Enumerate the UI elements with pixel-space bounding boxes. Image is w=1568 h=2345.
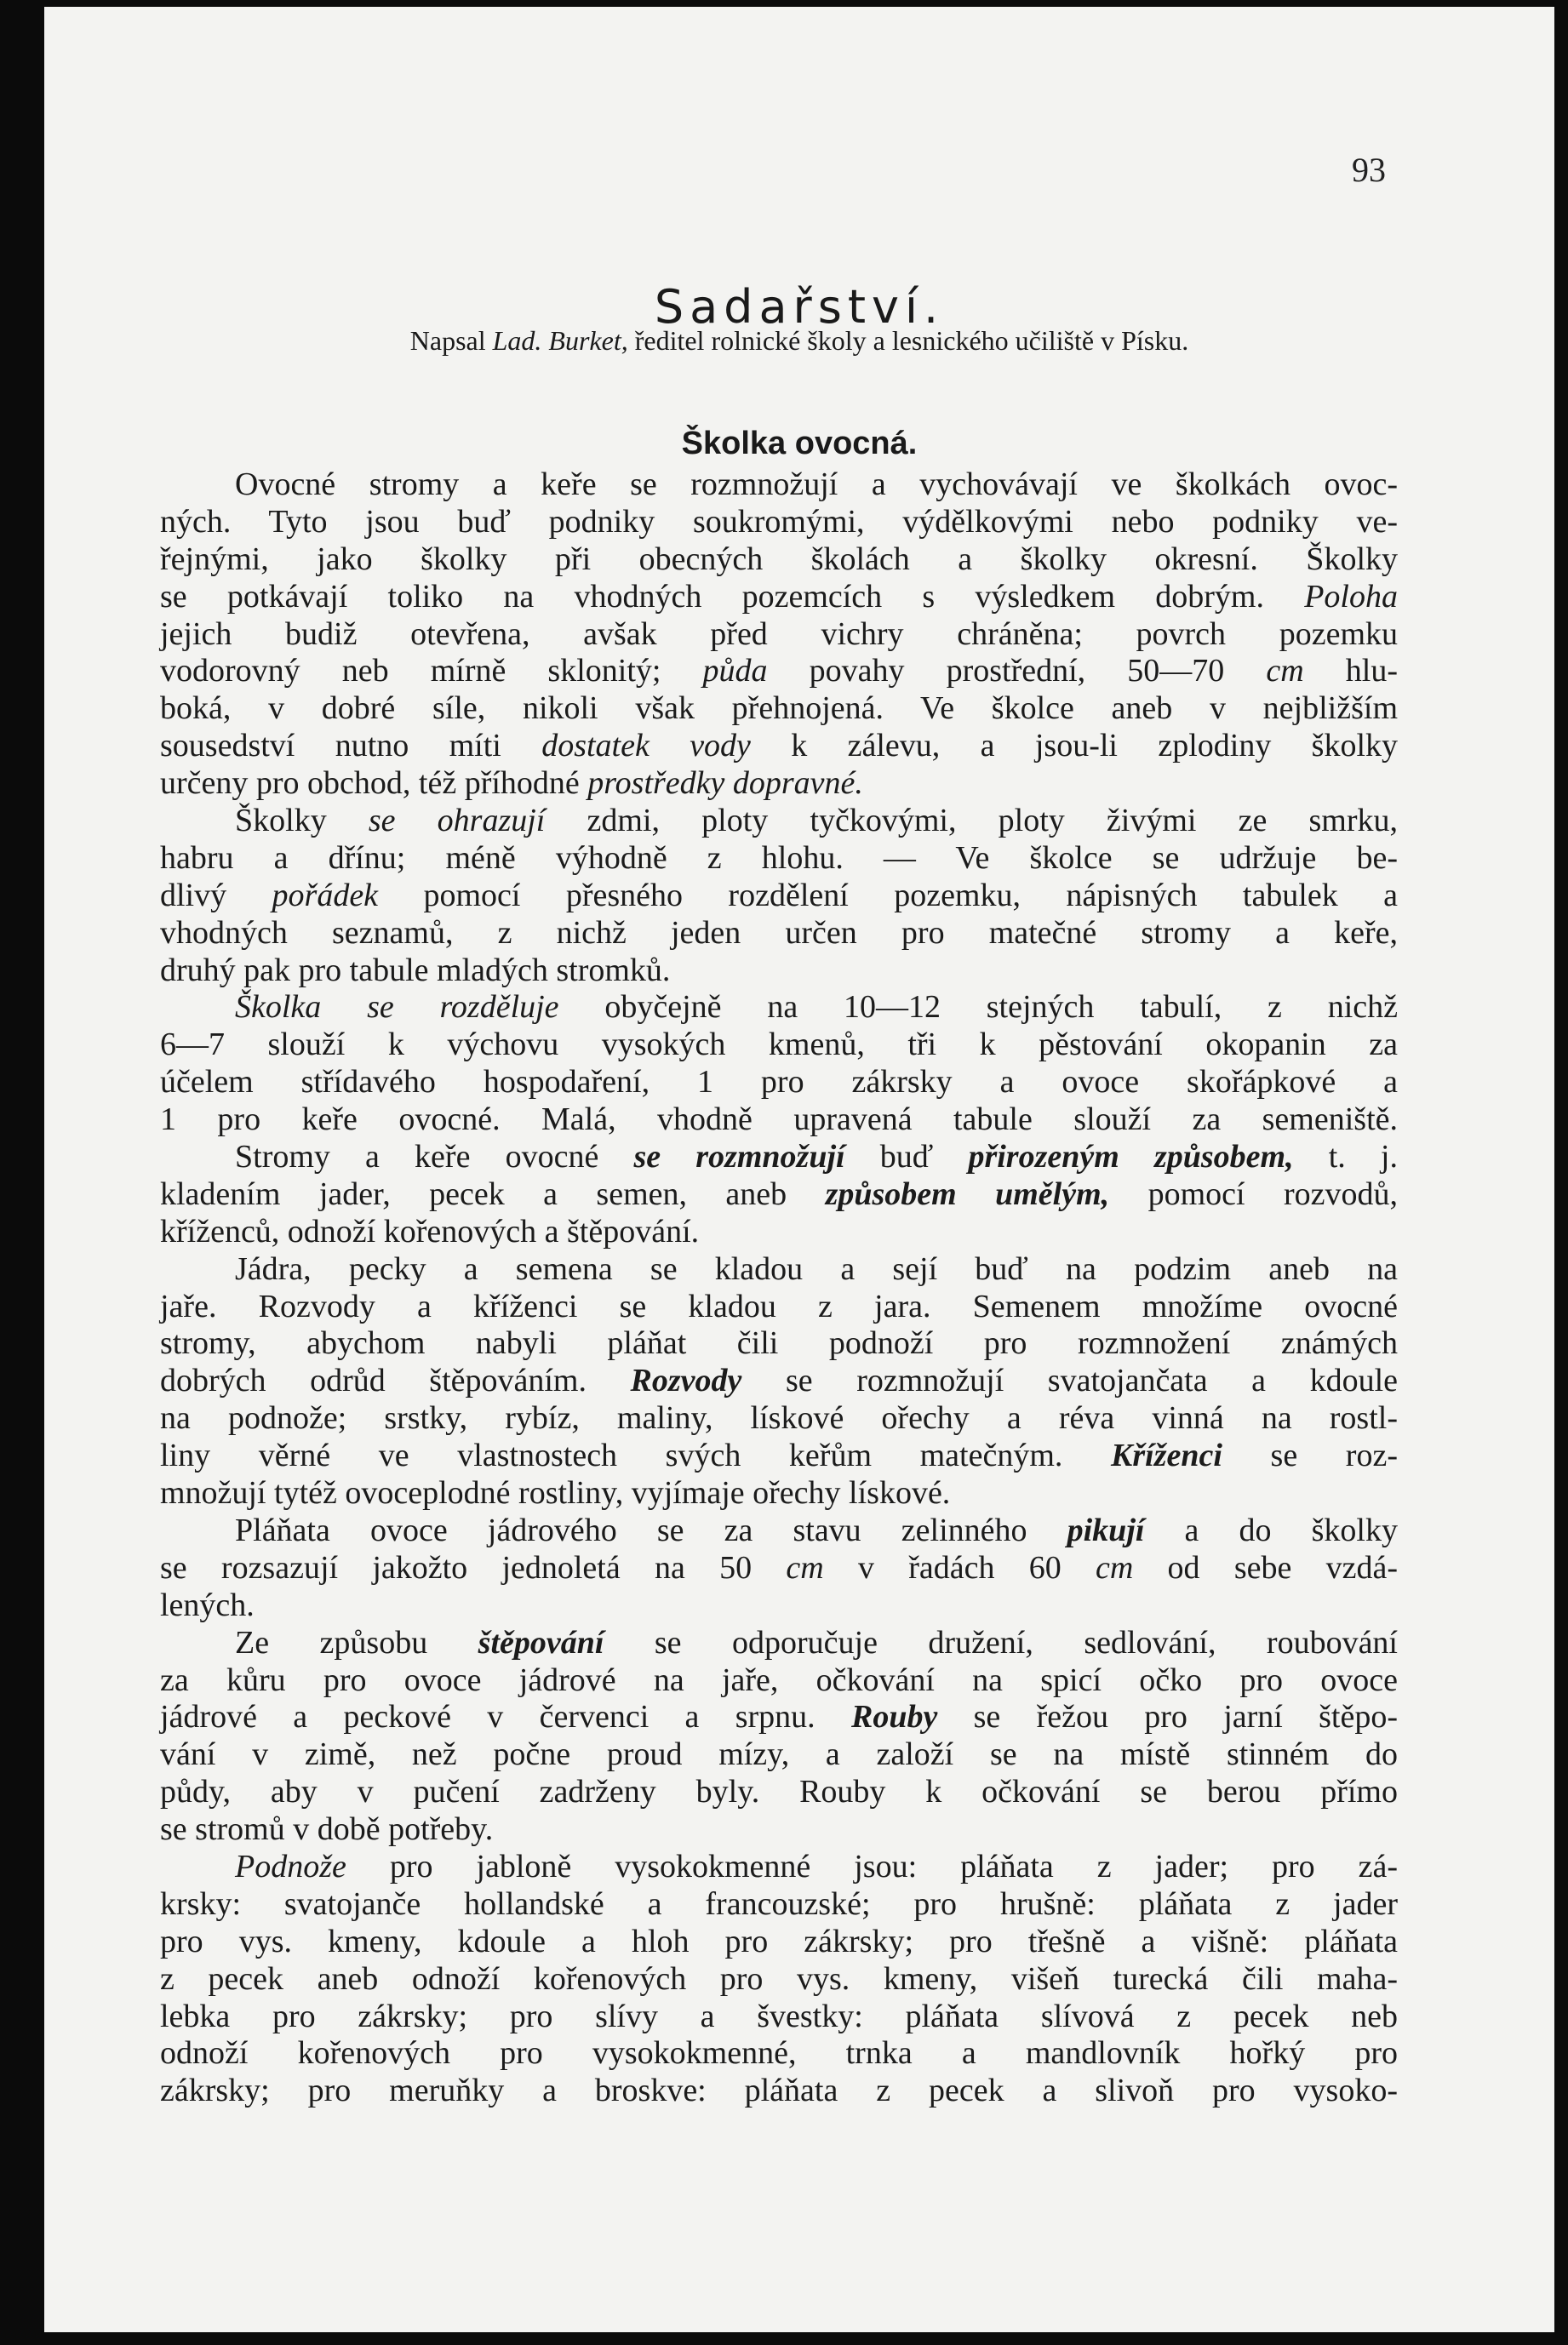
text-span: dlivý: [160, 877, 272, 913]
text-line: [160, 504, 1398, 541]
emphasis-span: cm: [786, 1549, 824, 1586]
emphasis-span: pikují: [1067, 1512, 1145, 1548]
book-page: [44, 7, 1554, 2332]
text-span: ných. Tyto jsou buď podniky soukromými, výdělkovými nebo podniky ve-: [160, 503, 1398, 540]
byline-suffix: ředitel rolnické školy a lesnického učiliště v Písku.: [627, 325, 1189, 356]
text-line: [160, 728, 1398, 765]
emphasis-span: způsobem umělým,: [825, 1175, 1110, 1212]
emphasis-span: Poloha: [1304, 578, 1398, 615]
text-line: [160, 653, 1398, 690]
text-span: druhý pak pro tabule mladých stromků.: [160, 952, 671, 988]
section-heading: Školka ovocná.: [681, 425, 918, 461]
chapter-title: Sadařství.: [654, 280, 945, 335]
text-span: na podnože; srstky, rybíz, maliny, lískové ořechy a réva vinná na rostl-: [160, 1400, 1398, 1437]
text-span: a do školky: [1144, 1512, 1398, 1548]
text-span: 1 pro keře ovocné. Malá, vhodně upravená tabule slouží za semeniště.: [160, 1101, 1398, 1138]
text-line: [160, 1999, 1398, 2036]
text-line: [160, 952, 1398, 990]
text-span: určeny pro obchod, též příhodné: [160, 765, 588, 802]
text-line: [160, 989, 1398, 1027]
text-line: [160, 1811, 1398, 1849]
text-span: vání v zimě, než počne proud mízy, a založí se na místě stinném do: [160, 1736, 1398, 1773]
text-span: vhodných seznamů, z nichž jeden určen pro matečné stromy a keře,: [160, 914, 1398, 951]
emphasis-span: se rozmnožují: [633, 1139, 845, 1175]
text-span: množují tytéž ovoceplodné rostliny, vyjímaje ořechy lískové.: [160, 1475, 951, 1512]
text-span: řejnými, jako školky při obecných školách a školky okresní. Školky: [160, 540, 1398, 577]
text-line: [160, 803, 1398, 840]
text-span: zákrsky; pro meruňky a broskve: pláňata z pecek a slivoň pro vysoko-: [160, 2073, 1398, 2109]
text-span: se rozsazují jakožto jednoletá na 50: [160, 1549, 787, 1586]
emphasis-span: pořádek: [272, 877, 379, 913]
emphasis-span: přirozeným způsobem,: [968, 1139, 1294, 1175]
text-span: t. j.: [1293, 1139, 1398, 1175]
text-line: [160, 1289, 1398, 1326]
text-span: 6—7 slouží k výchovu vysokých kmenů, tři k pěstování okopanin za: [160, 1027, 1398, 1063]
text-span: účelem střídavého hospodaření, 1 pro zákrsky a ovoce skořápkové a: [160, 1064, 1398, 1101]
emphasis-span: dostatek vody: [541, 728, 751, 764]
body-text: [160, 466, 1398, 2110]
text-span: povahy prostřední, 50—70: [767, 653, 1267, 689]
text-span: se rozmnožují svatojančata a kdoule: [741, 1363, 1399, 1399]
text-line: [160, 1924, 1398, 1961]
text-span: buď: [844, 1139, 969, 1175]
text-span: pro jabloně vysokokmenné jsou: pláňata z jader; pro zá-: [346, 1848, 1398, 1885]
emphasis-span: Podnože: [235, 1848, 346, 1885]
text-line: [160, 1027, 1398, 1064]
emphasis-span: cm: [1266, 653, 1304, 689]
text-line: [160, 1101, 1398, 1139]
text-span: lených.: [160, 1587, 255, 1623]
byline: [44, 325, 1554, 357]
text-span: od sebe vzdá-: [1133, 1549, 1398, 1586]
text-span: odnoží kořenových pro vysokokmenné, trnka a mandlovník hořký pro: [160, 2035, 1398, 2072]
text-line: [160, 1475, 1398, 1513]
text-span: se stromů v době potřeby.: [160, 1811, 494, 1848]
text-span: pomocí rozvodů,: [1109, 1175, 1398, 1212]
text-span: lebka pro zákrsky; pro slívy a švestky: pláňata slívová z pecek neb: [160, 1998, 1398, 2034]
text-span: k zálevu, a jsou-li zplodiny školky: [750, 728, 1399, 764]
text-line: [160, 1886, 1398, 1924]
text-line: [160, 1774, 1398, 1811]
text-span: jejich budiž otevřena, avšak před vichry chráněna; povrch pozemku: [160, 615, 1398, 652]
text-line: [160, 1139, 1398, 1176]
text-line: [160, 1625, 1398, 1662]
text-line: [160, 2035, 1398, 2073]
byline-prefix: Napsal: [409, 325, 493, 356]
text-line: [160, 1550, 1398, 1587]
text-line: [160, 1513, 1398, 1550]
text-line: [160, 1849, 1398, 1886]
text-span: se odporučuje družení, sedlování, roubování: [604, 1624, 1398, 1661]
text-line: [160, 616, 1398, 654]
text-span: hlu-: [1303, 653, 1398, 689]
text-line: [160, 1400, 1398, 1438]
text-span: pomocí přesného rozdělení pozemku, nápisných tabulek a: [378, 877, 1398, 913]
text-span: jaře. Rozvody a kříženci se kladou z jara. Semenem množíme ovocné: [160, 1288, 1398, 1324]
emphasis-span: Rozvody: [630, 1363, 742, 1399]
text-span: za kůru pro ovoce jádrové na jaře, očkování na spicí očko pro ovoce: [160, 1662, 1398, 1698]
text-span: Pláňata ovoce jádrového se za stavu zelinného: [235, 1512, 1067, 1548]
text-span: v řadách 60: [823, 1549, 1096, 1586]
text-line: [160, 1251, 1398, 1289]
text-span: stromy, abychom nabyli pláňat čili podnoží pro rozmnožení známých: [160, 1325, 1398, 1362]
text-line: [160, 1961, 1398, 1999]
text-line: [160, 1325, 1398, 1363]
text-span: Ovocné stromy a keře se rozmnožují a vychovávají ve školkách ovoc-: [235, 466, 1398, 502]
emphasis-span: se ohrazují: [368, 803, 546, 839]
emphasis-span: cm: [1095, 1549, 1134, 1586]
text-span: krsky: svatojanče hollandské a francouzské; pro hrušně: pláňata z jader: [160, 1885, 1398, 1922]
text-span: boká, v dobré síle, nikoli však přehnojená. Ve školce aneb v nejbližším: [160, 690, 1398, 727]
text-line: [160, 690, 1398, 728]
text-span: liny věrné ve vlastnostech svých keřům matečným.: [160, 1438, 1112, 1474]
text-span: sousedství nutno míti: [160, 728, 542, 764]
text-span: kříženců, odnoží kořenových a štěpování.: [160, 1213, 700, 1250]
text-line: [160, 1736, 1398, 1774]
text-line: [160, 2073, 1398, 2110]
text-span: kladením jader, pecek a semen, aneb: [160, 1175, 826, 1212]
text-span: z pecek aneb odnoží kořenových pro vys. kmeny, višeň turecká čili maha-: [160, 1960, 1398, 1997]
text-line: [160, 1587, 1398, 1625]
text-span: pro vys. kmeny, kdoule a hloh pro zákrsky; pro třešně a višně: pláňata: [160, 1923, 1398, 1959]
text-line: [160, 541, 1398, 579]
text-span: Školky: [235, 803, 369, 839]
text-span: Ze způsobu: [235, 1624, 478, 1661]
text-line: [160, 840, 1398, 878]
emphasis-span: štěpování: [478, 1624, 604, 1661]
emphasis-span: prostředky dopravné.: [587, 765, 863, 802]
emphasis-span: Rouby: [850, 1699, 938, 1736]
text-line: [160, 1662, 1398, 1700]
text-line: [160, 1699, 1398, 1736]
text-line: [160, 1363, 1398, 1400]
text-span: obyčejně na 10—12 stejných tabulí, z nichž: [558, 989, 1398, 1026]
text-span: habru a dřínu; méně výhodně z hlohu. — Ve školce se udržuje be-: [160, 839, 1398, 876]
text-span: vodorovný neb mírně sklonitý;: [160, 653, 703, 689]
text-span: se řežou pro jarní štěpo-: [937, 1699, 1398, 1736]
text-line: [160, 1064, 1398, 1101]
text-line: [160, 1438, 1398, 1475]
text-span: se potkávají toliko na vhodných pozemcích s výsledkem dobrým.: [160, 578, 1305, 615]
emphasis-span: Kříženci: [1111, 1438, 1222, 1474]
text-span: se roz-: [1222, 1438, 1398, 1474]
text-line: [160, 466, 1398, 504]
text-line: [160, 1214, 1398, 1251]
text-line: [160, 765, 1398, 803]
text-line: [160, 579, 1398, 616]
text-span: Jádra, pecky a semena se kladou a sejí buď na podzim aneb na: [235, 1250, 1398, 1287]
text-line: [160, 1176, 1398, 1214]
text-span: půdy, aby v pučení zadrženy byly. Rouby k očkování se berou přímo: [160, 1774, 1398, 1810]
emphasis-span: půda: [702, 653, 768, 689]
text-span: jádrové a peckové v červenci a srpnu.: [160, 1699, 851, 1736]
text-span: zdmi, ploty tyčkovými, ploty živými ze smrku,: [545, 803, 1398, 839]
text-line: [160, 878, 1398, 915]
text-span: dobrých odrůd štěpováním.: [160, 1363, 631, 1399]
text-span: Stromy a keře ovocné: [235, 1139, 634, 1175]
byline-author: Lad. Burket,: [492, 325, 628, 356]
page-number: 93: [1352, 151, 1386, 189]
emphasis-span: Školka se rozděluje: [235, 989, 559, 1026]
text-line: [160, 915, 1398, 952]
